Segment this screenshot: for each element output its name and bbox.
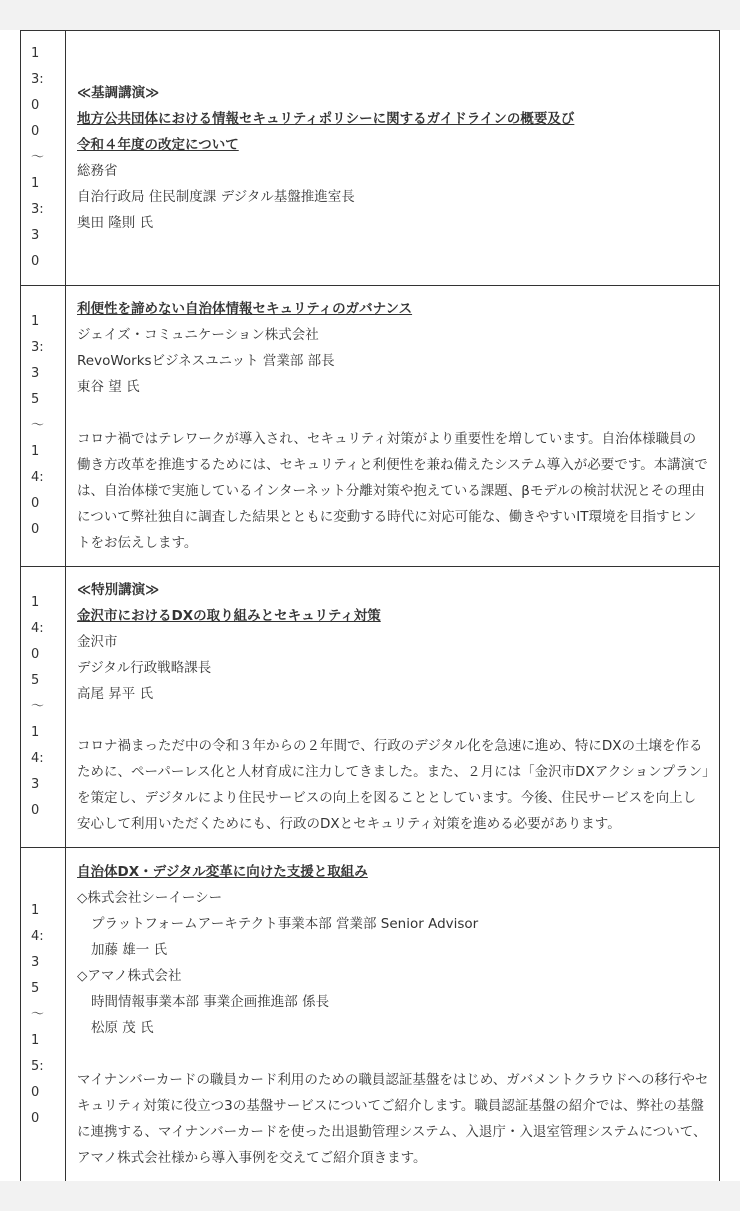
schedule-row-keynote — [21, 31, 720, 286]
time-char: 0 — [31, 1110, 40, 1126]
session-label: ≪特別講演≫ — [77, 582, 160, 598]
time-char: 〜 — [31, 150, 45, 165]
schedule-row — [21, 286, 720, 567]
session-content — [66, 286, 720, 567]
time-char: 1 — [31, 1032, 40, 1048]
time-char: 1 — [31, 314, 40, 329]
speaker-name: 松原 茂 氏 — [91, 1019, 154, 1036]
speaker-position: デジタル行政戦略課長 — [77, 660, 212, 676]
session-label: ≪基調講演≫ — [77, 85, 160, 101]
speaker-org: ジェイズ・コミュニケーション株式会社 — [77, 327, 319, 343]
time-char: 0 — [31, 124, 40, 139]
time-char: 〜 — [31, 1006, 45, 1022]
time-char: 5 — [31, 980, 40, 996]
time-char: 4: — [31, 621, 44, 636]
time-char: 3: — [31, 72, 44, 87]
time-char: 3: — [31, 202, 44, 217]
time-char: 0 — [31, 254, 40, 269]
time-char: 4: — [31, 470, 44, 485]
speaker-name: 奥田 隆則 氏 — [77, 215, 154, 231]
time-char: 0 — [31, 522, 40, 537]
top-band — [0, 0, 740, 30]
time-char: 1 — [31, 902, 40, 918]
time-char: 3 — [31, 366, 40, 381]
time-char: 1 — [31, 444, 40, 459]
speaker-name: 加藤 雄一 氏 — [91, 941, 168, 958]
time-char: 0 — [31, 98, 40, 113]
session-title: 金沢市におけるDXの取り組みとセキュリティ対策 — [77, 608, 381, 624]
session-content — [66, 567, 720, 848]
session-description: コロナ禍まっただ中の令和３年からの２年間で、行政のデジタル化を急速に進め、特にDXの土壌を作るために、ペーパーレス化と人材育成に注力してきました。また、２月には「金沢市DXアクションプラン」を策定し、デジタルにより住民サービスの向上を図ることとしています。今後、住民サービスを向上し安心して利用いただくためにも、行政のDXとセキュリティ対策を進める必要があります。 — [77, 738, 709, 832]
schedule-row-special — [21, 567, 720, 848]
time-char: 3: — [31, 340, 44, 355]
speaker-position: プラットフォームアーキテクト事業本部 営業部 Senior Advisor — [91, 915, 479, 932]
time-char: 4: — [31, 928, 44, 944]
schedule-row — [21, 848, 720, 1182]
speaker-position: 自治行政局 住民制度課 デジタル基盤推進室長 — [77, 189, 355, 205]
time-char: 3 — [31, 228, 40, 243]
time-char: 0 — [31, 496, 40, 511]
time-char: 5 — [31, 392, 40, 407]
time-char: 0 — [31, 803, 40, 818]
speaker-org: ◇アマノ株式会社 — [77, 967, 182, 984]
time-char: 〜 — [31, 418, 45, 433]
time-cell — [21, 567, 66, 848]
time-char: 3 — [31, 777, 40, 792]
time-char: 1 — [31, 176, 40, 191]
speaker-org: 金沢市 — [77, 634, 118, 650]
time-char: 5: — [31, 1058, 44, 1074]
speaker-name: 東谷 望 氏 — [77, 379, 140, 395]
time-char: 1 — [31, 46, 40, 61]
time-char: 1 — [31, 595, 40, 610]
speaker-name: 高尾 昇平 氏 — [77, 686, 154, 702]
session-content — [66, 848, 720, 1182]
speaker-position: RevoWorksビジネスユニット 営業部 部長 — [77, 353, 335, 369]
time-cell — [21, 286, 66, 567]
time-cell — [21, 31, 66, 286]
session-title: 自治体DX・デジタル変革に向けた支援と取組み — [77, 863, 368, 880]
time-char: 5 — [31, 673, 40, 688]
time-cell — [21, 848, 66, 1182]
time-char: 4: — [31, 751, 44, 766]
speaker-org: ◇株式会社シーイーシー — [77, 889, 223, 906]
schedule-sheet — [0, 30, 740, 1181]
bottom-band — [0, 1181, 740, 1211]
session-content — [66, 31, 720, 286]
schedule-table — [20, 30, 720, 1182]
time-char: 0 — [31, 647, 40, 662]
speaker-position: 時間情報事業本部 事業企画推進部 係長 — [91, 993, 330, 1010]
time-char: 1 — [31, 725, 40, 740]
time-char: 〜 — [31, 699, 45, 714]
speaker-org: 総務省 — [77, 163, 118, 179]
time-char: 3 — [31, 954, 40, 970]
time-char: 0 — [31, 1084, 40, 1100]
session-title: 令和４年度の改定について — [77, 137, 239, 153]
session-title: 利便性を諦めない自治体情報セキュリティのガバナンス — [77, 301, 413, 317]
session-description: コロナ禍ではテレワークが導入され、セキュリティ対策がより重要性を増しています。自治体様職員の働き方改革を推進するためには、セキュリティと利便性を兼ね備えたシステム導入が必要です。本講演では、自治体様で実施しているインターネット分離対策や抱えている課題、βモデルの検討状況とその理由について弊社独自に調査した結果とともに変動する時代に対応可能な、働きやすいIT環境を目指すヒントをお伝えします。 — [77, 431, 708, 551]
session-description: マイナンバーカードの職員カード利用のための職員認証基盤をはじめ、ガバメントクラウドへの移行やセキュリティ対策に役立つ3の基盤サービスについてご紹介します。職員認証基盤の紹介では、弊社の基盤に連携する、マイナンバーカードを使った出退勤管理システム、入退庁・入退室管理システムについて、アマノ株式会社様から導入事例を交えてご紹介頂きます。 — [77, 1071, 709, 1166]
session-title: 地方公共団体における情報セキュリティポリシーに関するガイドラインの概要及び — [77, 111, 575, 127]
